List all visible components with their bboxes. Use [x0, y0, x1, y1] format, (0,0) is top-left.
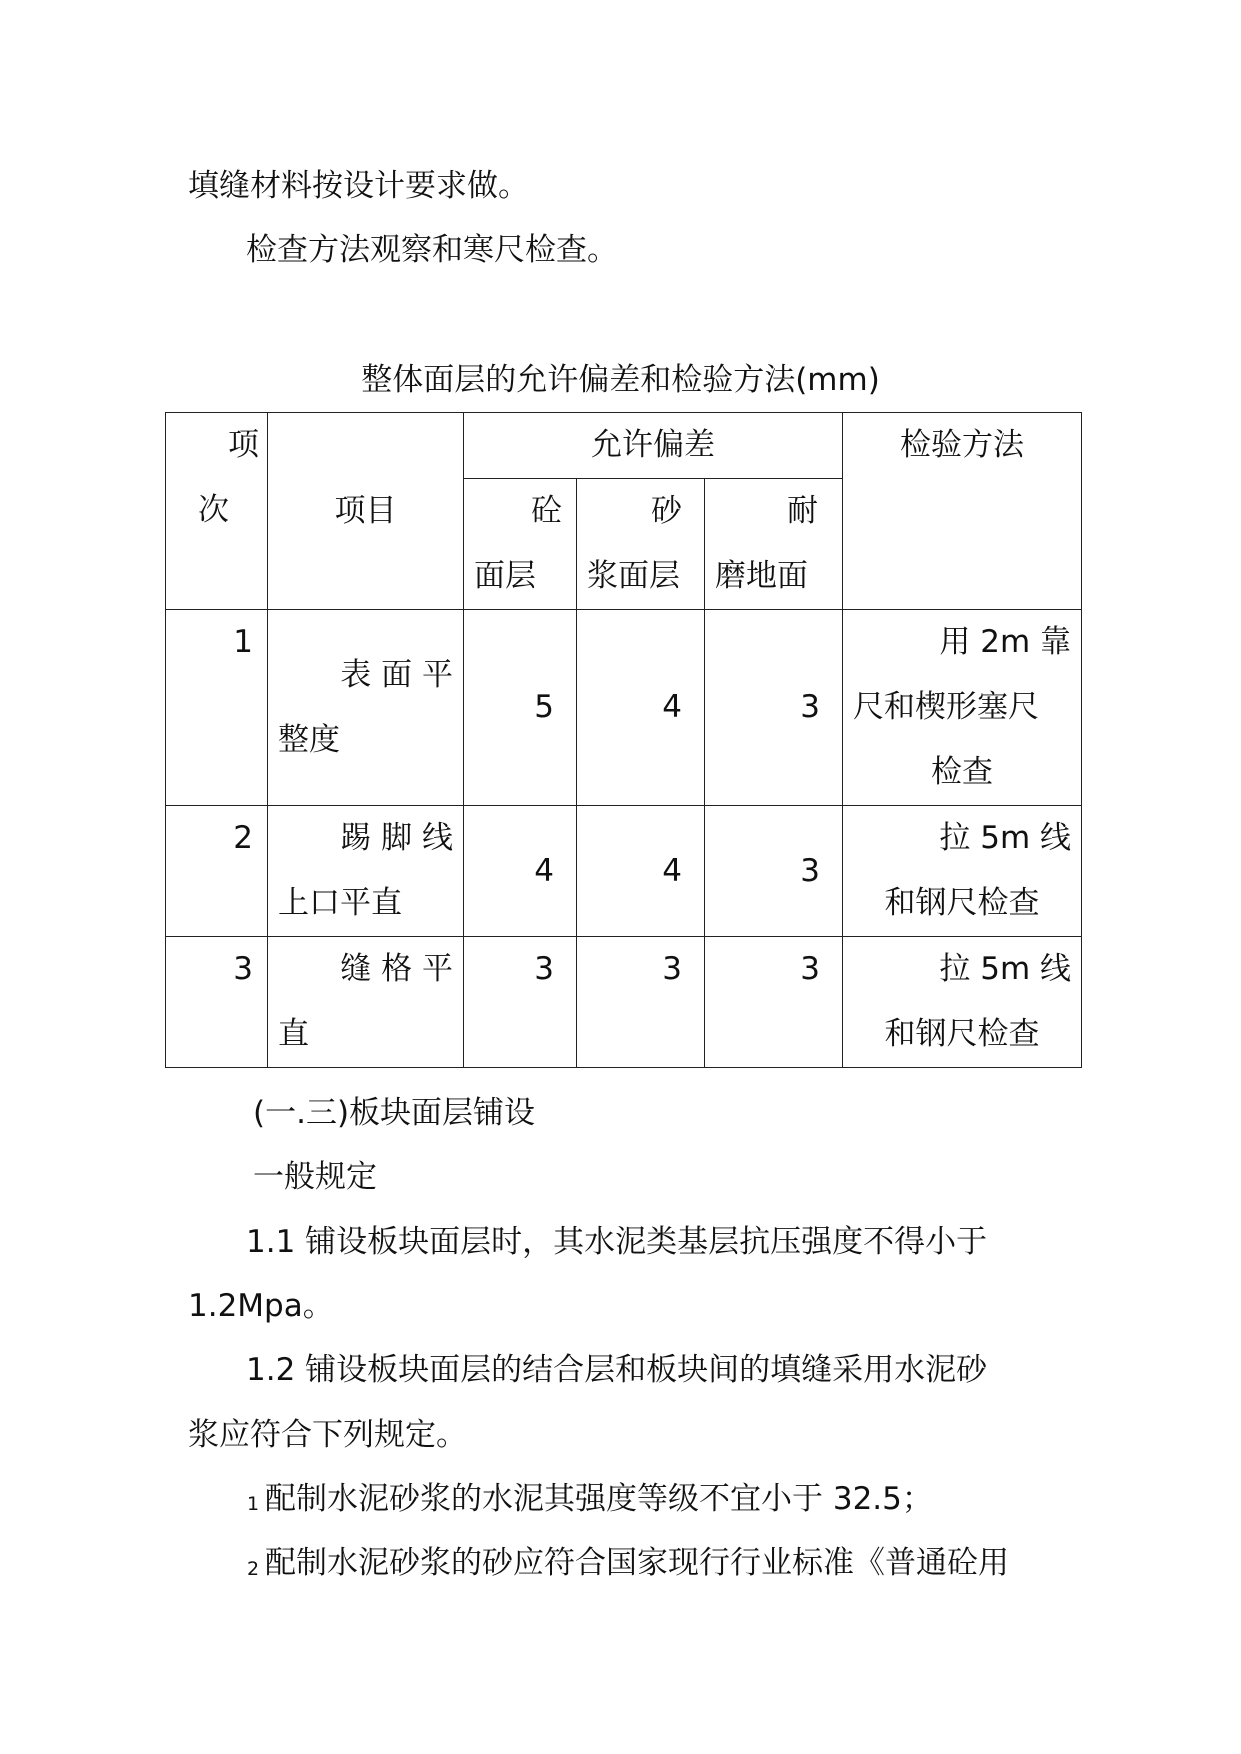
table-row: [166, 806, 1082, 937]
header-allowed-deviation: 允许偏差: [464, 413, 843, 479]
table-row: [166, 937, 1082, 1068]
row3-method: [843, 937, 1082, 1068]
row2-method: [843, 806, 1082, 937]
row2-wear: 3: [705, 806, 843, 937]
header-mortar-line1: 砂: [651, 493, 682, 529]
header-concrete-line1: 砼: [531, 493, 562, 529]
row3-concrete: 3: [464, 937, 577, 1068]
row3-item-line2: 直: [278, 1016, 309, 1052]
row2-method-line2: 和钢尺检查: [884, 885, 1040, 921]
paragraph-1-2-line1: 1.2 铺设板块面层的结合层和板块间的填缝采用水泥砂: [246, 1352, 988, 1388]
list-item-2: 配制水泥砂浆的砂应符合国家现行行业标准《普通砼用: [265, 1545, 1009, 1581]
paragraph-1-1-line1: 1.1 铺设板块面层时，其水泥类基层抗压强度不得小于: [246, 1224, 988, 1260]
row1-method-line1: 用 2m 靠: [939, 624, 1072, 660]
section-heading: (一.三)板块面层铺设: [253, 1095, 536, 1131]
row2-concrete: 4: [464, 806, 577, 937]
list-marker-1: 1: [247, 1493, 260, 1515]
row3-item: [268, 937, 464, 1068]
header-mortar: [577, 479, 705, 610]
header-index-line2: 次: [198, 492, 229, 528]
header-index-line1: 项: [228, 427, 259, 463]
header-wear-line2: 磨地面: [715, 558, 808, 594]
row1-method-line2: 尺和楔形塞尺: [853, 689, 1040, 725]
header-concrete-line2: 面层: [474, 558, 536, 594]
row2-item-line2: 上口平直: [278, 885, 402, 921]
header-mortar-line2: 浆面层: [587, 558, 680, 594]
list-item-1: 配制水泥砂浆的水泥其强度等级不宜小于 32.5；: [265, 1481, 933, 1517]
row2-mortar: 4: [577, 806, 705, 937]
row3-index: 3: [166, 937, 268, 1068]
row3-method-line2: 和钢尺检查: [884, 1016, 1040, 1052]
row1-item: [268, 610, 464, 806]
paragraph-fill-material: 填缝材料按设计要求做。: [188, 168, 529, 204]
row1-method-line3: 检查: [931, 754, 994, 790]
table-title: 整体面层的允许偏差和检验方法(mm): [361, 362, 880, 398]
row1-method: [843, 610, 1082, 806]
row2-method-line1: 拉 5m 线: [939, 820, 1072, 856]
header-index: [166, 413, 268, 610]
paragraph-1-1-line2: 1.2Mpa。: [188, 1288, 334, 1324]
row1-index: 1: [166, 610, 268, 806]
row3-mortar: 3: [577, 937, 705, 1068]
header-method: 检验方法: [843, 413, 1082, 610]
paragraph-1-2-line2: 浆应符合下列规定。: [188, 1417, 467, 1453]
table-row: [166, 610, 1082, 806]
row1-mortar: 4: [577, 610, 705, 806]
header-wear-line1: 耐: [787, 493, 819, 529]
row1-wear: 3: [705, 610, 843, 806]
row1-concrete: 5: [464, 610, 577, 806]
deviation-table: [165, 412, 1082, 1068]
header-item: 项目: [268, 413, 464, 610]
header-wear: [705, 479, 843, 610]
row3-method-line1: 拉 5m 线: [939, 951, 1072, 987]
row1-item-line1: 表 面 平: [340, 656, 453, 693]
row3-wear: 3: [705, 937, 843, 1068]
section-subheading: 一般规定: [253, 1159, 377, 1195]
row2-item: [268, 806, 464, 937]
row2-item-line1: 踢 脚 线: [340, 820, 453, 856]
paragraph-inspection-method: 检查方法观察和寒尺检查。: [246, 232, 618, 268]
row3-item-line1: 缝 格 平: [340, 951, 453, 987]
row1-item-line2: 整度: [278, 721, 340, 758]
row2-index: 2: [166, 806, 268, 937]
list-marker-2: 2: [247, 1558, 260, 1580]
header-concrete: [464, 479, 577, 610]
